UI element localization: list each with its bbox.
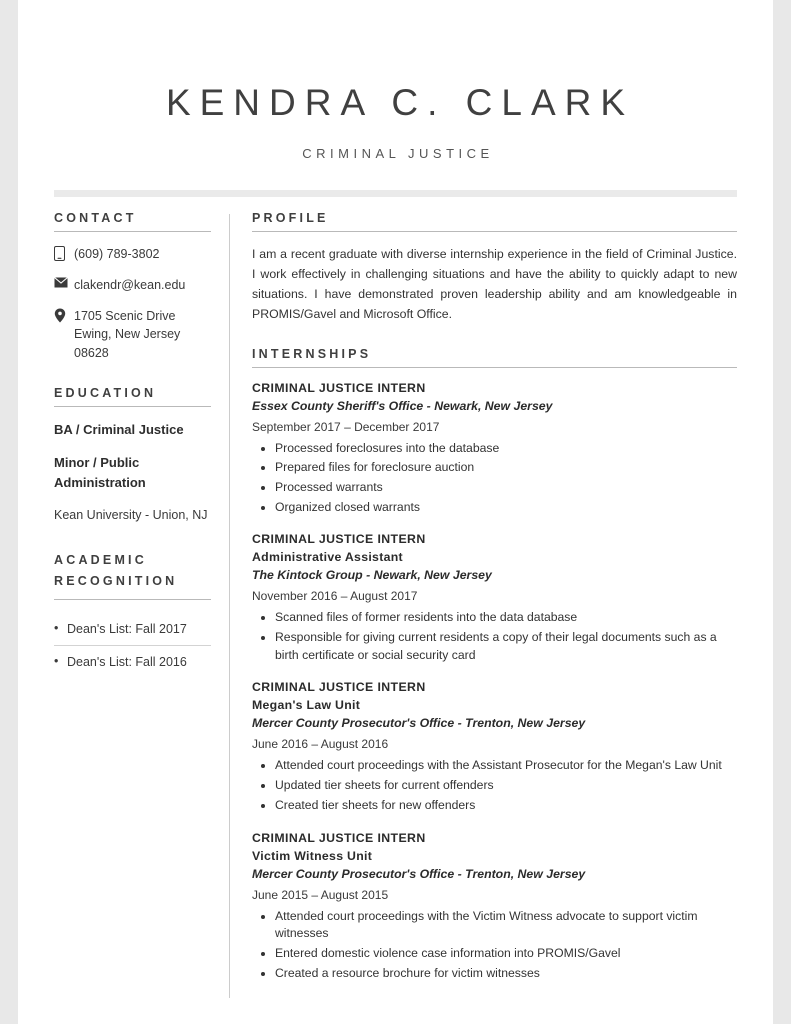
resume-page <box>18 0 773 1024</box>
education-degree-minor: Minor / Public Administration <box>54 455 146 490</box>
internship-entry <box>252 532 737 664</box>
resume-header <box>54 0 737 161</box>
internship-dates: June 2015 – August 2015 <box>252 887 389 902</box>
internship-dates: June 2016 – August 2016 <box>252 737 389 752</box>
internship-title: CRIMINAL JUSTICE INTERN <box>252 680 426 695</box>
list-item: • Dean's List: Fall 2017 <box>54 613 211 646</box>
internship-organization: The Kintock Group - Newark, New Jersey <box>252 568 492 583</box>
internship-dates: September 2017 – December 2017 <box>252 419 440 434</box>
list-item: • Attended court proceedings with the Victim Witness advocate to support victim witnesses <box>275 908 737 943</box>
profile-section-title: PROFILE <box>252 211 737 232</box>
academic-recognition-title: ACADEMIC RECOGNITION <box>54 550 211 601</box>
contact-section-title: CONTACT <box>54 211 211 232</box>
internship-title: CRIMINAL JUSTICE INTERN <box>252 380 426 395</box>
internship-subtitle: Megan's Law Unit <box>252 698 361 713</box>
internship-bullets <box>252 609 737 664</box>
list-item: • Created a resource brochure for victim witnesses <box>275 965 737 983</box>
internship-subtitle: Administrative Assistant <box>252 550 403 565</box>
list-item: • Attended court proceedings with the Assistant Prosecutor for the Megan's Law Unit <box>275 757 737 775</box>
list-item: • Dean's List: Fall 2016 <box>54 646 211 678</box>
internship-title: CRIMINAL JUSTICE INTERN <box>252 532 426 547</box>
internship-bullets <box>252 757 737 814</box>
internship-organization: Essex County Sheriff's Office - Newark, New Jersey <box>252 398 553 413</box>
phone-icon <box>54 245 74 261</box>
academic-recognition-list <box>54 613 211 678</box>
list-item: • Responsible for giving current residents a copy of their legal documents such as a birth certificate or social security card <box>275 629 737 664</box>
list-item: • Entered domestic violence case information into PROMIS/Gavel <box>275 945 737 963</box>
internship-bullets <box>252 908 737 983</box>
contact-phone <box>54 245 211 263</box>
contact-email <box>54 276 211 294</box>
resume-body <box>54 211 737 998</box>
list-item: • Created tier sheets for new offenders <box>275 797 737 815</box>
internship-organization: Mercer County Prosecutor's Office - Trenton, New Jersey <box>252 866 586 881</box>
contact-section <box>54 211 211 362</box>
education-school: Kean University - Union, NJ <box>54 508 208 523</box>
list-item: • Processed foreclosures into the database <box>275 440 737 458</box>
internship-dates: November 2016 – August 2017 <box>252 589 418 604</box>
internships-section-title: INTERNSHIPS <box>252 347 737 368</box>
internship-bullets <box>252 440 737 517</box>
list-item: • Prepared files for foreclosure auction <box>275 459 737 477</box>
contact-address <box>54 307 211 361</box>
list-item: • Organized closed warrants <box>275 499 737 517</box>
list-item: • Scanned files of former residents into the data database <box>275 609 737 627</box>
profile-section <box>252 211 737 325</box>
header-subtitle: CRIMINAL JUSTICE <box>302 146 494 161</box>
profile-text: I am a recent graduate with diverse internship experience in the field of Criminal Justice. I work effectively in challenging situations and have the ability to quickly adapt to new situations. I have demonstrated proven leadership ability and am knowledgeable in PROMIS/Gavel and Microsoft Office. <box>252 247 737 321</box>
internship-subtitle: Victim Witness Unit <box>252 848 373 863</box>
internship-organization: Mercer County Prosecutor's Office - Trenton, New Jersey <box>252 716 586 731</box>
internship-title: CRIMINAL JUSTICE INTERN <box>252 830 426 845</box>
list-item: • Updated tier sheets for current offenders <box>275 777 737 795</box>
education-section <box>54 386 211 526</box>
internship-entry <box>252 381 737 517</box>
header-divider <box>54 190 737 197</box>
email-icon <box>54 276 74 288</box>
academic-recognition-section <box>54 550 211 679</box>
internship-entry <box>252 680 737 814</box>
contact-address-text: 1705 Scenic Drive Ewing, New Jersey 08628 <box>74 309 181 360</box>
contact-phone-text: (609) 789-3802 <box>74 247 160 261</box>
main-content <box>230 211 737 998</box>
internships-section <box>252 347 737 983</box>
education-section-title: EDUCATION <box>54 386 211 407</box>
page-title: KENDRA C. CLARK <box>165 82 635 123</box>
location-pin-icon <box>54 307 74 323</box>
education-degree-primary: BA / Criminal Justice <box>54 421 184 437</box>
internship-entry <box>252 831 737 983</box>
contact-email-text: clakendr@kean.edu <box>74 278 186 293</box>
list-item: • Processed warrants <box>275 479 737 497</box>
sidebar <box>54 211 229 998</box>
